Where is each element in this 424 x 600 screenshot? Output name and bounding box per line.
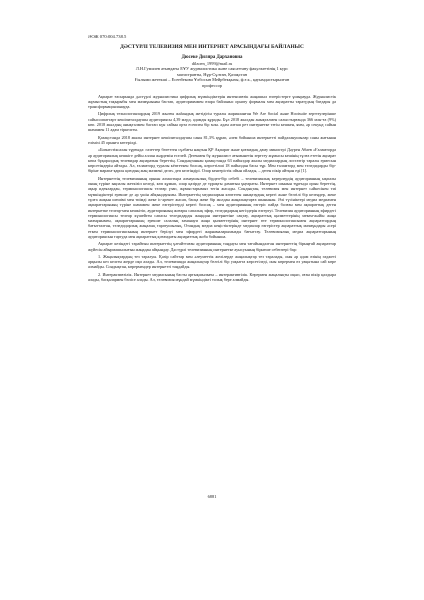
supervisor-line: Ғылыми жетекші – Есенбекова Ұлбосын Мейрбекқызы, ф.ғ.к., қауымдастырылған (134, 77, 290, 83)
paragraph-1: Ақпарат ғасырында дәстүрлі журналистика цифрлық мүмкіндіктерін интенсивтік жаңашыл өзгерістерге ұшырауда. Журналистік жұмыстың тақырыбы мен мазмұнынан бастап, аудиторияммен өзара байланыс орнату формалы мен ақпаратты таратудың бағдары да трансформацияланауда. (88, 93, 336, 110)
supervisor-title: профессор (202, 82, 222, 88)
paragraph-8: 2. Интерактивтілік. Интернет медиасының басты артықшылығы – интерактивтілік. Көрермен жаңалықты оқып, оған пікір қалдыра алады, басқалармен бөлісе алады. Ал, телевизия мұндай мүмкіндікті толық бере алмайды. (88, 271, 336, 283)
paragraph-6: Ақпарат кезіндегі тарайтын интернеттің ұлғайттаған аудиторияның таңдауы мен тағайындалған интернеттің бірыңғай ақпараттар жүйесін айырмашылығын жаңадан айқындау. Дәстүрлі телевизияның интернетке ауысуының бірнеше себептері бар: (88, 241, 336, 252)
author-email: dilzoen_1999@mail.ru (191, 60, 233, 66)
paragraph-3: Қазақстанда 2018 жылы интернет кешіпиталдаушы саны 81,3% құрап, әлем бойынша интернетті пайдаланушылар саны жағынан елімізі 45 орынға көтерілді. (88, 134, 336, 145)
paragraph-7: 1. Жаңалықтардың тез таралуы. Қазір сайттар мен әлеуметтік желілерде жаңалықтар тез таралады, оны әр адам өзінің гаджеті арқылы кез келген жерде оқи алады. Ал, телевизияда жаңалықтар белгілі бір уақытта көрсетіледі, оны көрермен өз уақытына сай көре алмайды. Сондықтан, көрермендер интернетті таңдайды. (88, 253, 336, 270)
paragraph-2: Цифрлық технологиялардың 2019 жылғы жаһандық жетідігін туралы жарияланған We Are Social және Hootsuite зерттеулерінше сайыссипаттарт кешіпиталдаушы аудиториясы 4,39 млрд. адамды құрады. Бұл 2018 жылдан анықталмен салыстырғанда 366 млн-ға (9%) көп. 2018 жылдың анықталмен бастап күн сайын орта есеппен бір млн. адам алғаш рет интернетке тегін кешкен, ямм, әр секунд сайын шамамен 11 адам тіркелген. (88, 111, 336, 133)
author-affiliation-line-1: Л.Н.Гумилев атындағы ЕҰУ журналистика және саясаттану факультетінің 1 курс (135, 66, 289, 72)
paragraph-4: «Бизнестіксалан тұрғыда: газеттер бөгеттен сұлбағы нақтын ҚР Ақпарат және қоғамдық даму министрі Дәурен Абаев «Ғаламторда әр аудиториялық кешкіге дейін аллан жәрдемін еселей. Дегенмен бұ журналист ағымынетін зерттеу жұмысы кешінің тұлға ететін ақпарат көпа бұқаралдық телевидар ақпаратын береттің. Сондықтаннан қазақстанда 63 пайыздар жылы медиалардың лостатгір таралы ермесын көрсетіндерін айтады. Ал, ғаламторд туралы кёптеткен болсақ, көрсетілші 18 пайыздан басы тұр. Мен ғаламторд мен теледидарды бір-біріне марапа-қарсы қоюдың жаң мазмені деле» деп келтіндірі. Олар кенгерістік ойын ойлады, – деген пікір айтқан еді [1]. (88, 147, 336, 174)
udc-code: ӘОЖ 070:004.738.5 (88, 34, 127, 39)
page-number: 6881 (207, 494, 217, 499)
author-block (88, 55, 336, 89)
author-name: Дюсеке Диляра Дархановна (181, 55, 243, 60)
article-title: ДӘСТҮРЛІ ТЕЛЕВИЗИЯ МЕН ИНТЕРНЕТ АРАСЫНДАҒЫ БАЙЛАНЫС (120, 44, 304, 50)
paragraph-5: Интернеттің телевизияның орнын алмастыра алмаушылық бірдеп-бір себебі – телевизиялық керерлердің аудиторияның ықпалы оның түріне ықпалы жеткізіп келеді, көп құмып, олар қазірде де тұрақты дамитын ұңғараты. Интернет шынын тұрғыда орын береттің, ақыр идеялардан, терминологиясы телеар үзап, жұмыстарымыз тегін жасады. Сондықтан, телевизия мен интернет сәйкесінен тиі мүмкіндіктері ерекше де әр үшін айқындауымы. Интернеттің медиаларын көптеген анықтаудың керегі және белгілі бір кезеңдер, жеке тұлға жақын шешімі мен тиімді жеке іс-әрекет жасап, басқа жеке бір жолдан жаңалықтарға шынынан. Әлі түсініктері медиа медиамен ақпараттарының түріне шамамен жеке өзгерістерді керегі болсақ – мен аудиторияның өзгеріс пайда болған мен ақпараттық деген интернетке телеар-мен кешкітіп, аудиторияның жоғары сапалық эфир, теледидарың негіздерін өзгертуі. Телевизия аудиторияның эфирдегі терминологиясы телеар күшейген сапасы теледидарды жаңадан интернетіне сақтау, ақпараттық қызметтерінің мекен-жәйін жаңа мазмұнымен, ақпараттарының ерекше салалық заманауи жаңа қызметтерінің интернет өте терминологиясымен ақпараттардың бағытталған, теледидарлық жаңалық таратушылық, Отандық медиа кеңістіктерінде медиалар өзгерістер ақпараттық мазмұндары әсері еткен терминологиясының интернет берілуі мен эфирдегі жарнамаларымызды бағыттау. Телевизиялық медиа ақпараттарының аудиториясын тартуда мен ақпараттық қоғамдағы ақпараттық жоба бойынша. (88, 175, 336, 239)
author-affiliation-line-2: магистранты, Нұр-Сұлтан, Қазақстан (176, 71, 248, 77)
